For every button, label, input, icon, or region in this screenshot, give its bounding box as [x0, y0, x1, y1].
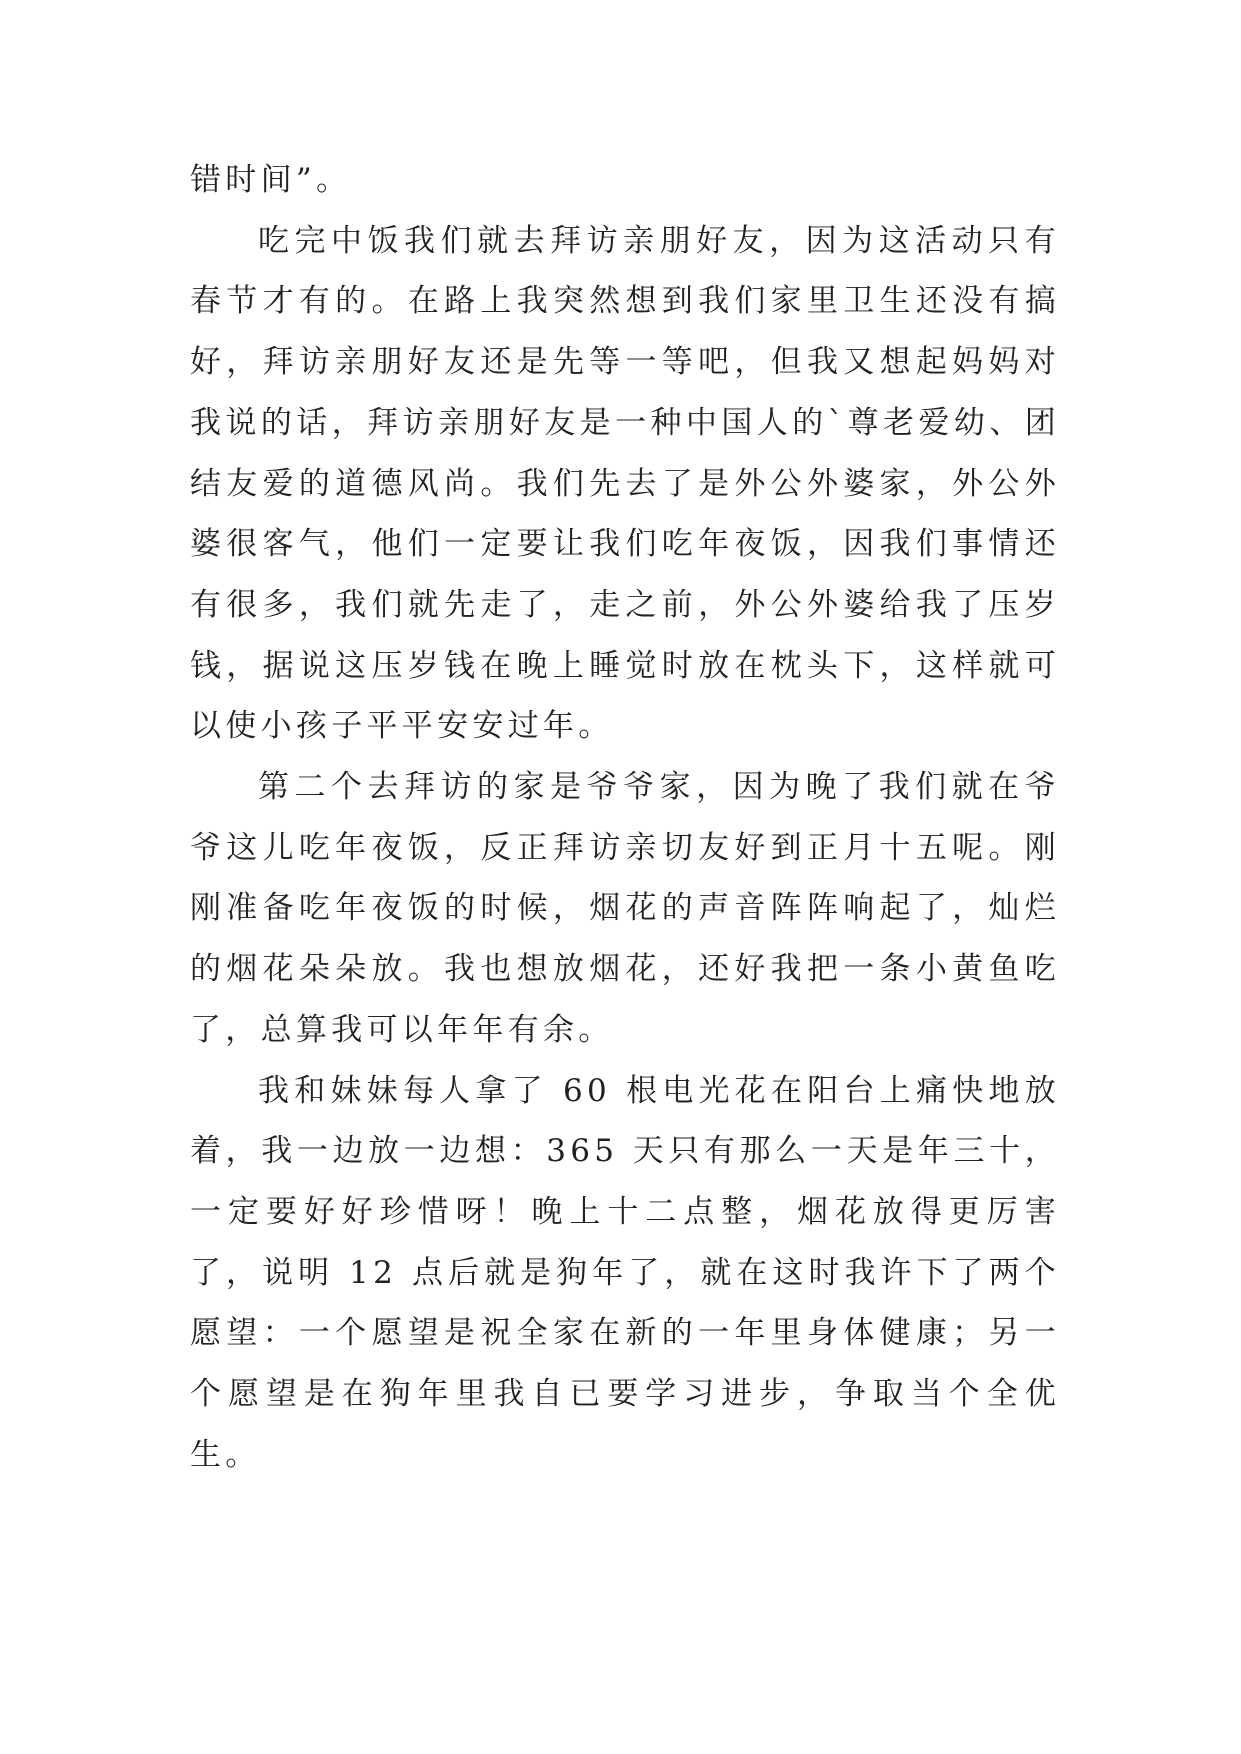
paragraph-visiting-relatives: 吃完中饭我们就去拜访亲朋好友，因为这活动只有春节才有的。在路上我突然想到我们家里卫生还没有搞好，拜访亲朋好友还是先等一等吧，但我又想起妈妈对我说的话，拜访亲朋好友是一种中国人的`尊老爱幼、团结友爱的道德风尚。我们先去了是外公外婆家，外公外婆很客气，他们一定要让我们吃年夜饭，因我们事情还有很多，我们就先走了，走之前，外公外婆给我了压岁钱，据说这压岁钱在晚上睡觉时放在枕头下，这样就可以使小孩子平平安安过年。: [190, 222, 1060, 745]
paragraph-sparklers-wishes: 我和妹妹每人拿了 60 根电光花在阳台上痛快地放着，我一边放一边想：365 天只有那么一天是年三十，一定要好好珍惜呀！晚上十二点整，烟花放得更厉害了，说明 12 点后就是狗年了，就在这时我许下了两个愿望：一个愿望是祝全家在新的一年里身体健康；另一个愿望是在狗年里我自已要学习进步，争取当个全优生。: [190, 1072, 1060, 1473]
paragraph-grandpa-house: 第二个去拜访的家是爷爷家，因为晚了我们就在爷爷这儿吃年夜饭，反正拜访亲切友好到正月十五呢。刚刚准备吃年夜饭的时候，烟花的声音阵阵响起了，灿烂的烟花朵朵放。我也想放烟花，还好我把一条小黄鱼吃了，总算我可以年年有余。: [190, 769, 1060, 1048]
paragraph-continuation: 错时间”。: [190, 162, 352, 198]
document-body: [190, 150, 1060, 1485]
